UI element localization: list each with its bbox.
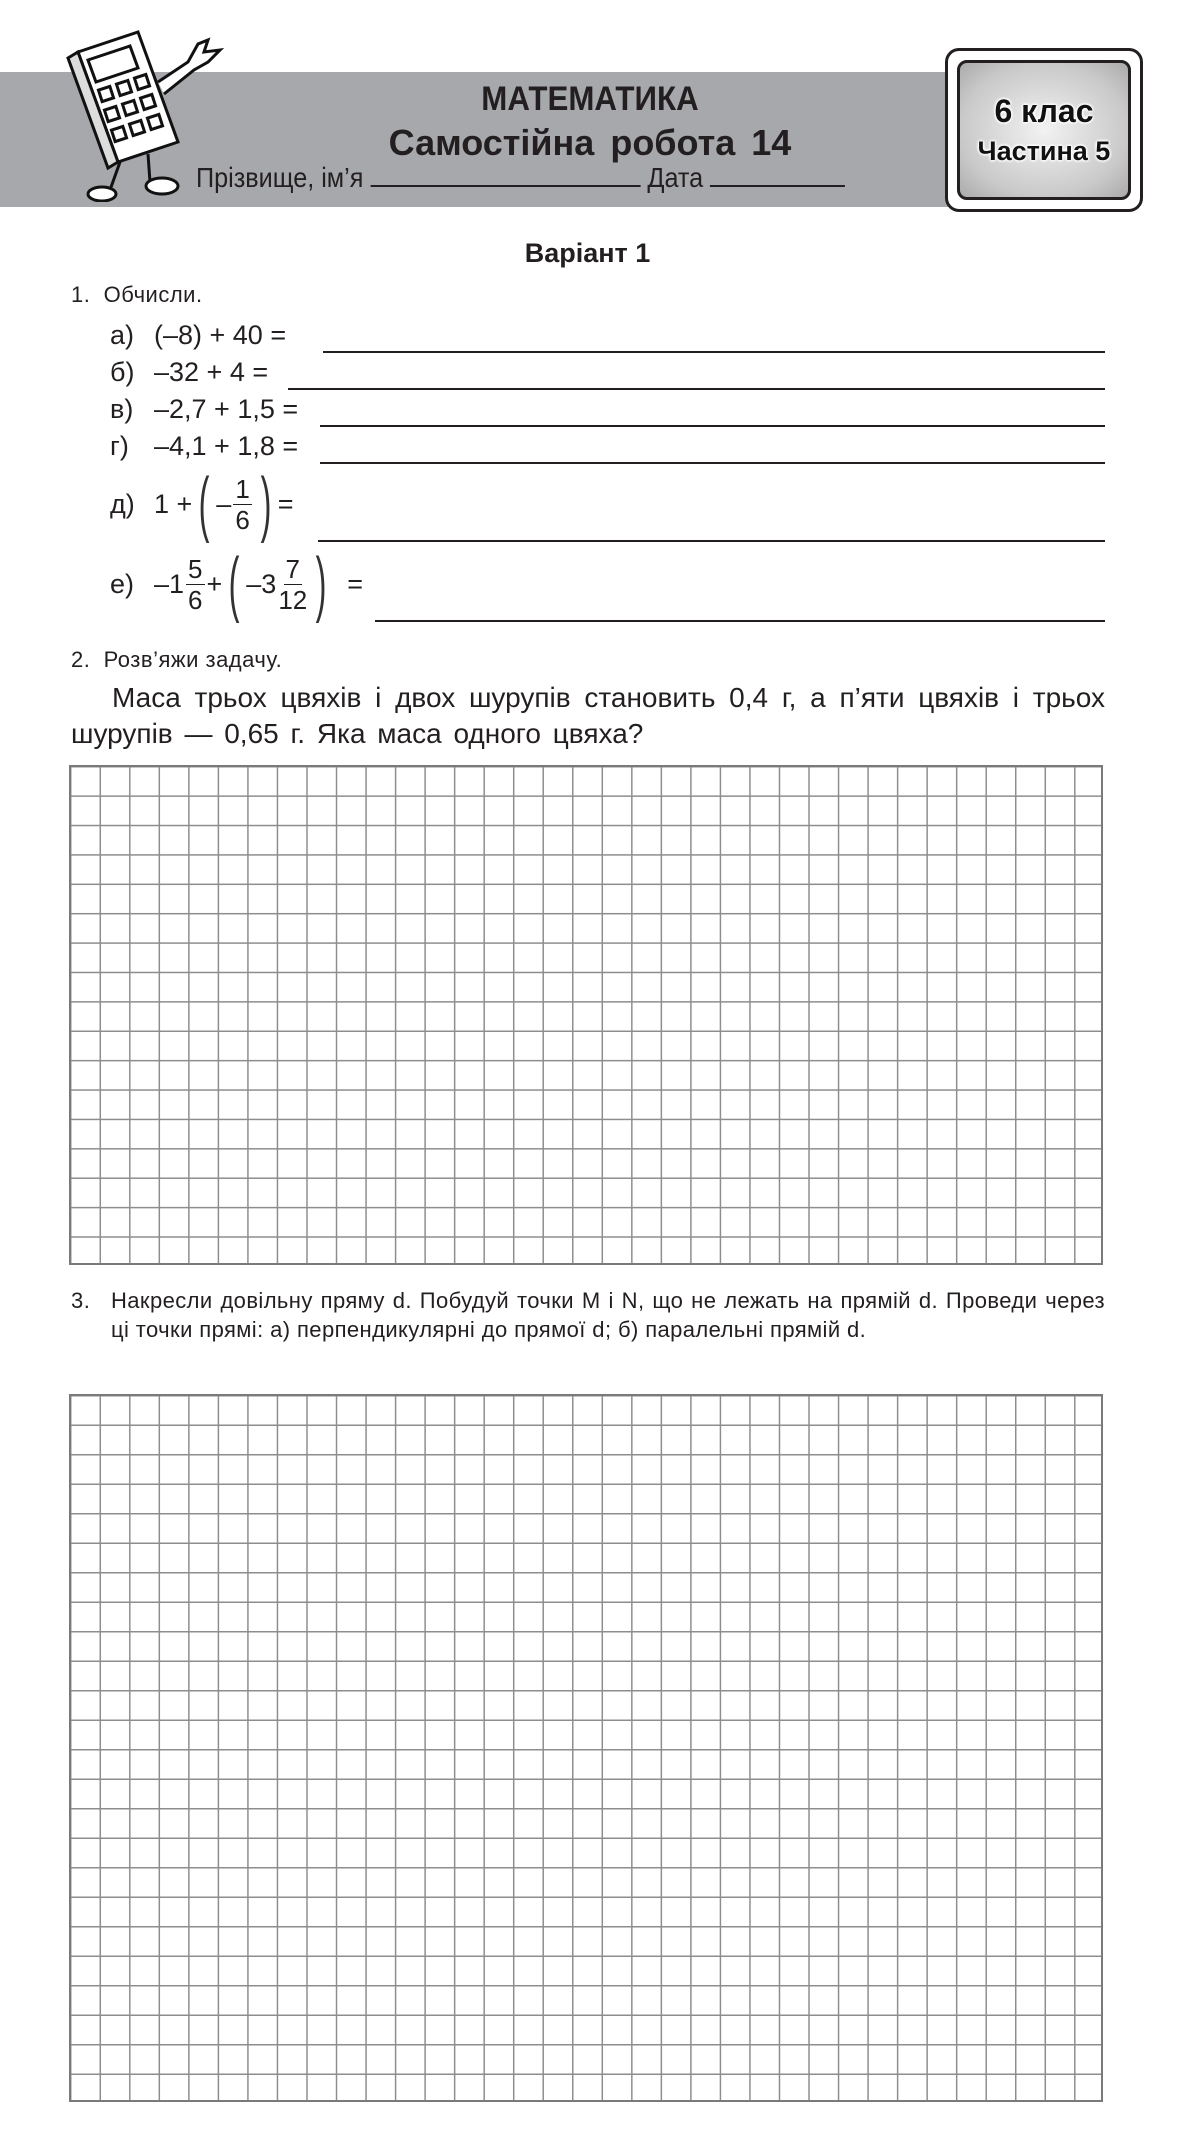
denominator: 12 (278, 584, 308, 615)
numerator: 5 (188, 553, 203, 584)
numerator: 7 (285, 553, 301, 584)
task1-item-v (110, 394, 298, 425)
subject-title: МАТЕМАТИКА (481, 80, 699, 118)
fraction (233, 474, 251, 535)
task3-number: 3. (71, 1288, 91, 1313)
grade-badge-inner (957, 60, 1131, 200)
right-paren: ) (260, 464, 272, 544)
left-paren: ( (198, 464, 210, 544)
work-title: Самостійна робота 14 (388, 122, 792, 163)
task3-drawing-grid[interactable] (69, 1394, 1103, 2102)
left-paren: ( (228, 544, 240, 624)
name-field[interactable] (370, 163, 640, 187)
item-label: б) (110, 357, 135, 387)
task2-heading (71, 647, 282, 673)
task1-item-g (110, 431, 298, 462)
task2-title: Розв’яжи задачу. (103, 647, 283, 672)
answer-line-e[interactable] (375, 620, 1105, 622)
task2-answer-grid[interactable] (69, 765, 1103, 1265)
variant-heading: Варіант 1 (524, 238, 651, 268)
task3-text: Накресли довільну пряму d. Побудуй точки M і N, що не лежать на прямій d. Проведи через ці точки прямі: а) перпендикулярні до прямої d; б) паралельні прямій d. (111, 1288, 1105, 1342)
name-label: Прізвище, ім’я (196, 162, 364, 193)
denominator: 6 (235, 504, 250, 535)
fraction (186, 554, 204, 615)
item-label: а) (110, 320, 135, 350)
item-expression: –4,1 + 1,8 = (154, 431, 299, 461)
task1-title: Обчисли. (103, 282, 203, 307)
item-label: в) (110, 394, 134, 424)
whole-part: –1 (154, 568, 185, 599)
grade-badge (945, 48, 1143, 212)
task2-number: 2. (71, 647, 91, 672)
task1-item-b (110, 357, 268, 388)
right-paren: ) (315, 544, 327, 624)
task3-heading (71, 1286, 1105, 1342)
task1-number: 1. (71, 282, 91, 307)
item-expression: –32 + 4 = (154, 357, 269, 387)
equals-sign: = (277, 488, 294, 519)
item-label: д) (110, 488, 135, 519)
name-date-line (196, 162, 845, 194)
answer-line-v[interactable] (320, 425, 1105, 427)
denominator: 6 (188, 584, 203, 615)
item-label: е) (110, 568, 135, 599)
item-expression: 1 + (154, 488, 193, 519)
plus-sign: + (206, 568, 223, 599)
date-label: Дата (647, 162, 704, 193)
task2-problem-text: Маса трьох цвяхів і двох шурупів становить 0,4 г, а п’яти цвяхів і трьох шурупів — 0,65 г. Яка маса одного цвяха? (71, 682, 1105, 749)
part-label: Частина 5 (977, 136, 1111, 166)
item-expression: –2,7 + 1,5 = (154, 394, 299, 424)
date-field[interactable] (710, 163, 845, 187)
numerator: 1 (235, 473, 250, 504)
answer-line-d[interactable] (318, 540, 1105, 542)
minus-sign: – (216, 488, 232, 519)
answer-line-b[interactable] (288, 388, 1105, 390)
task1-item-e (110, 544, 364, 624)
fraction (278, 554, 307, 615)
item-expression: (–8) + 40 = (154, 320, 287, 350)
answer-line-a[interactable] (323, 351, 1105, 353)
task1-heading (71, 282, 203, 308)
equals-sign: = (347, 568, 364, 599)
item-label: г) (110, 431, 129, 461)
task1-item-d (110, 464, 294, 544)
grade-label: 6 клас (994, 93, 1094, 129)
whole-part: –3 (246, 568, 277, 599)
answer-line-g[interactable] (320, 462, 1105, 464)
task1-item-a (110, 320, 286, 351)
